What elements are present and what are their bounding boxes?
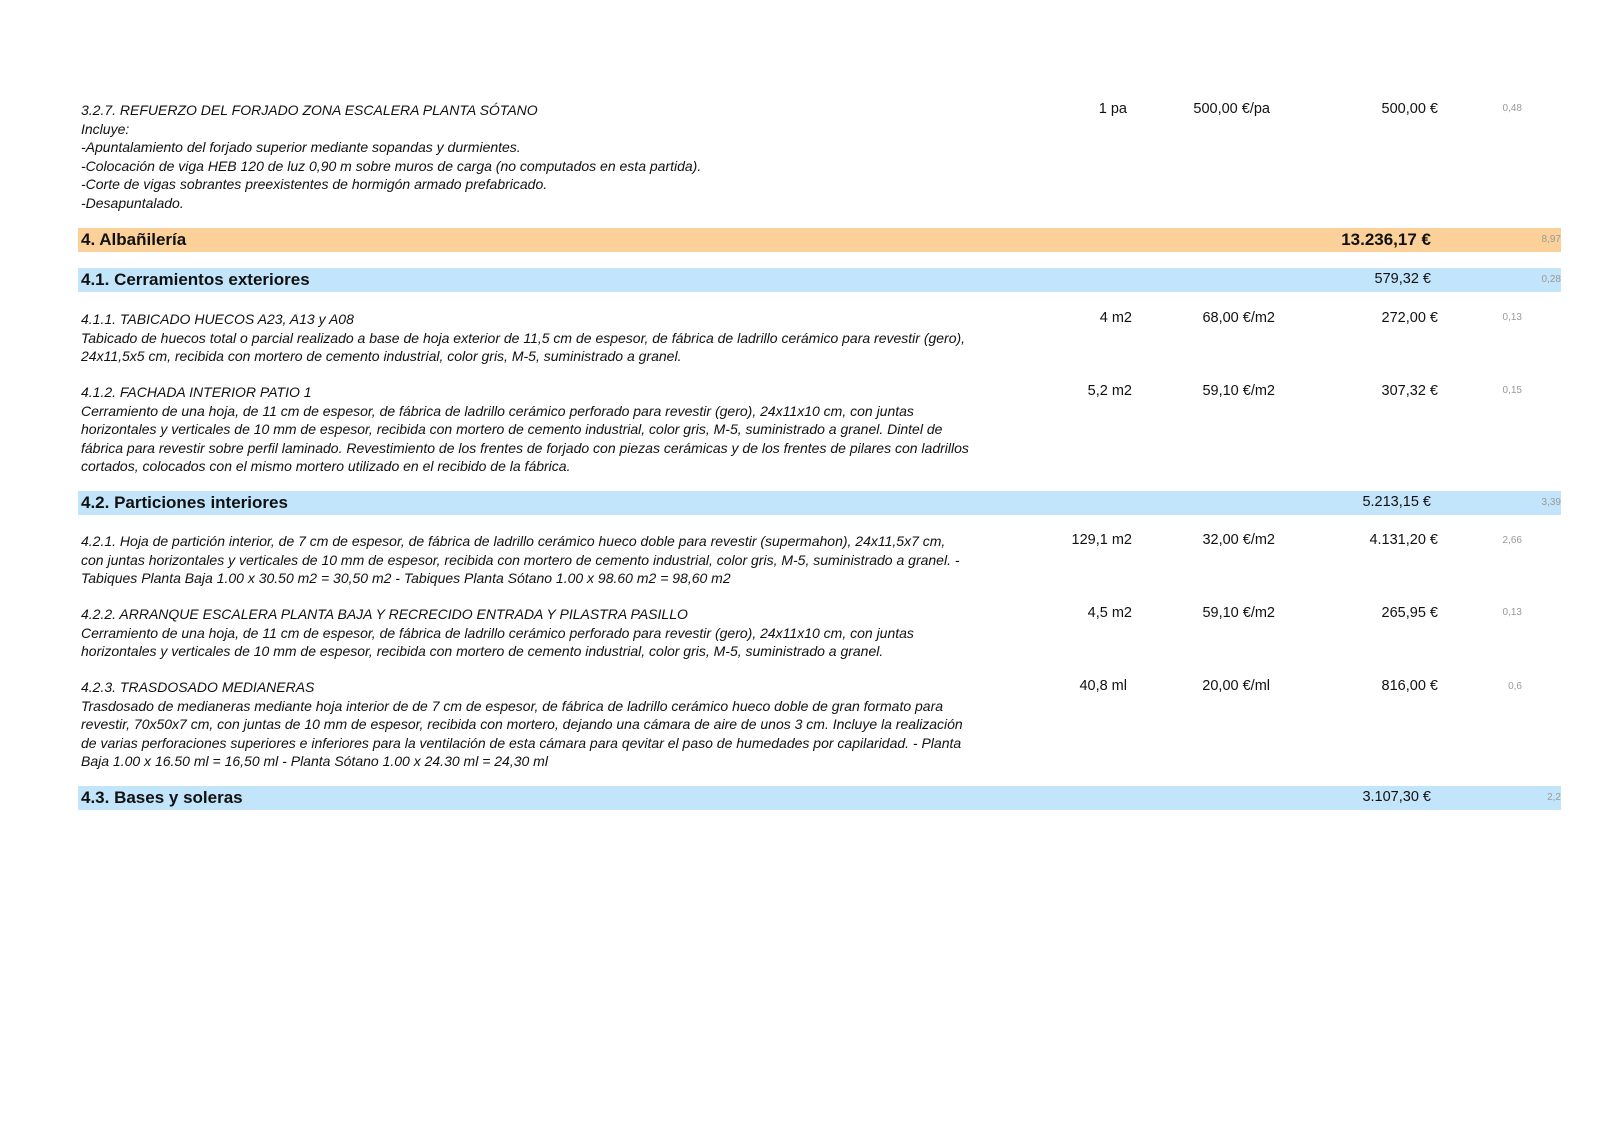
budget-item <box>81 383 1041 476</box>
item-quantity: 4 m2 <box>1099 310 1132 326</box>
section-percentage: 0,28 <box>1541 274 1561 285</box>
item-percentage: 0,13 <box>1502 607 1522 618</box>
section-total: 579,32 € <box>1374 271 1431 287</box>
section-header <box>78 491 1561 515</box>
chapter-total: 13.236,17 € <box>1341 230 1431 249</box>
chapter-header <box>78 228 1561 252</box>
item-unit-price: 68,00 €/m2 <box>1202 310 1275 326</box>
item-unit-price: 20,00 €/ml <box>1202 678 1270 694</box>
item-description: Cerramiento de una hoja, de 11 cm de espesor, de fábrica de ladrillo cerámico perforado para revestir (gero), 24x11x10 cm, con juntas horizontales y verticales de 10 mm de espesor, recibida con mortero de cemento industrial, color gris, M-5, suministrado a granel. Dintel de fábrica para revestir sobre perfil laminado. Revestimiento de los frentes de forjado con piezas cerámicas y de los frentes de pilares con ladrillos cortados, colocados con el mismo mortero utilizado en el recibido de la fábrica. <box>81 402 969 474</box>
budget-item <box>81 310 1041 366</box>
item-quantity: 40,8 ml <box>1079 678 1127 694</box>
item-title: 4.1.1. TABICADO HUECOS A23, A13 y A08 <box>81 311 354 327</box>
section-title: 4.2. Particiones interiores <box>81 493 288 512</box>
item-percentage: 2,66 <box>1502 535 1522 546</box>
item-unit-price: 59,10 €/m2 <box>1202 605 1275 621</box>
item-title: 4.2.1. Hoja de partición interior, de 7 cm de espesor, de fábrica de ladrillo cerámico hueco doble para revestir (supermahon), 24x11,5x7 cm, <box>81 533 946 549</box>
item-title: 4.1.2. FACHADA INTERIOR PATIO 1 <box>81 384 312 400</box>
item-quantity: 129,1 m2 <box>1071 532 1132 548</box>
item-title: 4.2.2. ARRANQUE ESCALERA PLANTA BAJA Y RECRECIDO ENTRADA Y PILASTRA PASILLO <box>81 606 688 622</box>
chapter-percentage: 8,97 <box>1541 234 1561 245</box>
chapter-title: 4. Albañilería <box>81 230 187 249</box>
section-header <box>78 268 1561 292</box>
item-percentage: 0,48 <box>1502 103 1522 114</box>
item-description: con juntas horizontales y verticales de 10 mm de espesor, recibida con mortero de cemento industrial, color gris, M-5, suministrado a granel. - Tabiques Planta Baja 1.00 x 30.50 m2 = 30,50 m2 - Tabiques Planta Sótano 1.00 x 98.60 m2 = 98,60 m2 <box>81 551 960 586</box>
section-title: 4.1. Cerramientos exteriores <box>81 270 310 289</box>
budget-item <box>81 678 1041 771</box>
item-unit-price: 59,10 €/m2 <box>1202 383 1275 399</box>
item-description: Tabicado de huecos total o parcial realizado a base de hoja exterior de 11,5 cm de espesor, de fábrica de ladrillo cerámico para revestir (gero), 24x11,5x5 cm, recibida con mortero de cemento industrial, color gris, M-5, suministrado a granel. <box>81 329 966 364</box>
section-total: 3.107,30 € <box>1362 789 1431 805</box>
budget-item <box>81 605 1041 661</box>
item-total: 500,00 € <box>1381 101 1438 117</box>
section-title: 4.3. Bases y soleras <box>81 788 243 807</box>
item-description: Trasdosado de medianeras mediante hoja interior de de 7 cm de espesor, de fábrica de ladrillo cerámico hueco doble de gran formato para revestir, 70x50x7 cm, con juntas de 10 mm de espesor, recibida con mortero, dejando una cámara de aire de unos 3 cm. Incluye la realización de varias perforaciones superiores e inferiores para la ventilación de esta cámara para qevitar el paso de humedades por capilaridad. - Planta Baja 1.00 x 16.50 ml = 16,50 ml - Planta Sótano 1.00 x 24.30 ml = 24,30 ml <box>81 697 963 769</box>
item-quantity: 5,2 m2 <box>1087 383 1132 399</box>
section-total: 5.213,15 € <box>1362 494 1431 510</box>
item-description: Incluye: -Apuntalamiento del forjado superior mediante sopandas y durmientes. -Colocación de viga HEB 120 de luz 0,90 m sobre muros de carga (no computados en esta partida). -Corte de vigas sobrantes preexistentes de hormigón armado prefabricado. -Desapuntalado. <box>81 120 702 211</box>
item-total: 816,00 € <box>1381 678 1438 694</box>
item-unit-price: 32,00 €/m2 <box>1202 532 1275 548</box>
item-title: 4.2.3. TRASDOSADO MEDIANERAS <box>81 679 315 695</box>
item-quantity: 4,5 m2 <box>1087 605 1132 621</box>
item-total: 307,32 € <box>1381 383 1438 399</box>
item-unit-price: 500,00 €/pa <box>1193 101 1270 117</box>
item-total: 4.131,20 € <box>1369 532 1438 548</box>
item-title: 3.2.7. REFUERZO DEL FORJADO ZONA ESCALERA PLANTA SÓTANO <box>81 102 538 118</box>
item-total: 265,95 € <box>1381 605 1438 621</box>
section-header <box>78 786 1561 810</box>
section-percentage: 2,2 <box>1547 792 1561 803</box>
budget-item <box>81 532 1041 588</box>
item-quantity: 1 pa <box>1098 101 1127 117</box>
section-percentage: 3,39 <box>1541 497 1561 508</box>
item-percentage: 0,15 <box>1502 385 1522 396</box>
item-total: 272,00 € <box>1381 310 1438 326</box>
item-percentage: 0,6 <box>1508 681 1522 692</box>
item-description: Cerramiento de una hoja, de 11 cm de espesor, de fábrica de ladrillo cerámico perforado para revestir (gero), 24x11x10 cm, con juntas horizontales y verticales de 10 mm de espesor, recibida con mortero de cemento industrial, color gris, M-5, suministrado a granel. <box>81 624 914 659</box>
budget-item <box>81 101 1041 212</box>
item-percentage: 0,13 <box>1502 312 1522 323</box>
